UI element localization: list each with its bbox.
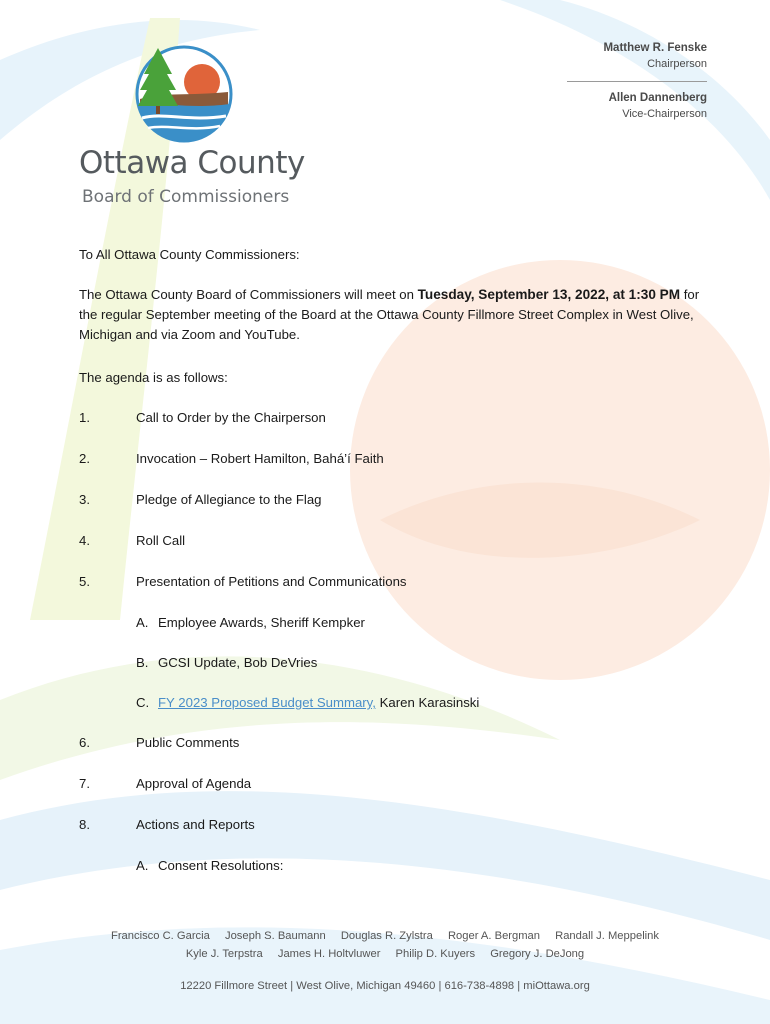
sub-item-letter: B. [136, 655, 149, 670]
commissioner-name: James H. Holtvluwer [277, 948, 381, 960]
agenda-item [79, 531, 715, 572]
agenda-intro: The agenda is as follows: [79, 370, 228, 385]
intro-start: The Ottawa County Board of Commissioners will meet on [79, 287, 418, 302]
sub-item-label: Employee Awards, Sheriff Kempker [158, 615, 365, 630]
agenda-item [79, 449, 715, 490]
chairperson-name: Matthew R. Fenske [603, 42, 707, 54]
meeting-datetime: Tuesday, September 13, 2022, at 1:30 PM [417, 287, 681, 302]
agenda-sub-item [79, 693, 715, 733]
commissioner-name: Gregory J. DeJong [490, 948, 585, 960]
commissioner-name: Kyle J. Terpstra [185, 948, 263, 960]
officers-block [507, 40, 707, 122]
sub-item-label: Consent Resolutions: [158, 858, 284, 873]
meeting-intro [79, 285, 715, 345]
agenda-number: 5. [79, 574, 90, 589]
agenda-item [79, 572, 715, 613]
agenda-list [79, 408, 715, 896]
org-name: Ottawa County [79, 145, 305, 181]
vice-chairperson-name: Allen Dannenberg [608, 92, 707, 104]
agenda-item [79, 490, 715, 531]
commissioner-name: Philip D. Kuyers [395, 948, 476, 960]
agenda-sub-item [79, 613, 715, 653]
footer-address: 12220 Fillmore Street | West Olive, Michigan 49460 | 616-738-4898 | miOttawa.org [180, 980, 590, 992]
agenda-label: Roll Call [136, 533, 186, 548]
commissioners-row-2 [0, 945, 770, 963]
agenda-number: 7. [79, 776, 90, 791]
agenda-label: Pledge of Allegiance to the Flag [136, 492, 322, 507]
agenda-label: Approval of Agenda [136, 776, 252, 791]
agenda-number: 3. [79, 492, 90, 507]
commissioners-row-1 [0, 927, 770, 945]
agenda-sub-item [79, 653, 715, 693]
commissioner-name: Francisco C. Garcia [111, 930, 210, 942]
budget-summary-link[interactable]: FY 2023 Proposed Budget Summary, [158, 695, 376, 710]
vice-chairperson-title: Vice-Chairperson [622, 108, 707, 120]
greeting: To All Ottawa County Commissioners: [79, 247, 300, 262]
commissioner-name: Douglas R. Zylstra [340, 930, 433, 942]
agenda-item [79, 774, 715, 815]
sub-item-letter: A. [136, 858, 149, 873]
agenda-item [79, 733, 715, 774]
sub-item-presenter: Karen Karasinski [375, 695, 480, 710]
sub-item-label: GCSI Update, Bob DeVries [158, 655, 318, 670]
footer [0, 927, 770, 995]
agenda-number: 1. [79, 410, 90, 425]
agenda-label: Presentation of Petitions and Communications [136, 574, 407, 589]
agenda-item [79, 408, 715, 449]
agenda-label: Call to Order by the Chairperson [136, 410, 326, 425]
org-subtitle: Board of Commissioners [82, 187, 290, 207]
agenda-item [79, 815, 715, 856]
agenda-label: Actions and Reports [136, 817, 255, 832]
chairperson-title: Chairperson [647, 58, 707, 70]
agenda-number: 4. [79, 533, 90, 548]
commissioner-name: Joseph S. Baumann [224, 930, 326, 942]
sub-item-letter: A. [136, 615, 149, 630]
agenda-sub-item [79, 856, 715, 896]
agenda-number: 6. [79, 735, 90, 750]
ottawa-county-logo [134, 44, 234, 144]
commissioner-name: Randall J. Meppelink [555, 930, 659, 942]
agenda-number: 8. [79, 817, 90, 832]
officer-divider [567, 81, 707, 82]
sub-item-letter: C. [136, 695, 150, 710]
agenda-label: Invocation – Robert Hamilton, Bahá’í Faith [136, 451, 384, 466]
sub-item-label [158, 693, 479, 713]
agenda-number: 2. [79, 451, 90, 466]
intro-end: for the regular September meeting of the Board at the Ottawa County Fillmore Street Complex in West Olive, Michigan and via Zoom and YouTube. [79, 287, 700, 342]
agenda-label: Public Comments [136, 735, 240, 750]
commissioner-name: Roger A. Bergman [447, 930, 541, 942]
